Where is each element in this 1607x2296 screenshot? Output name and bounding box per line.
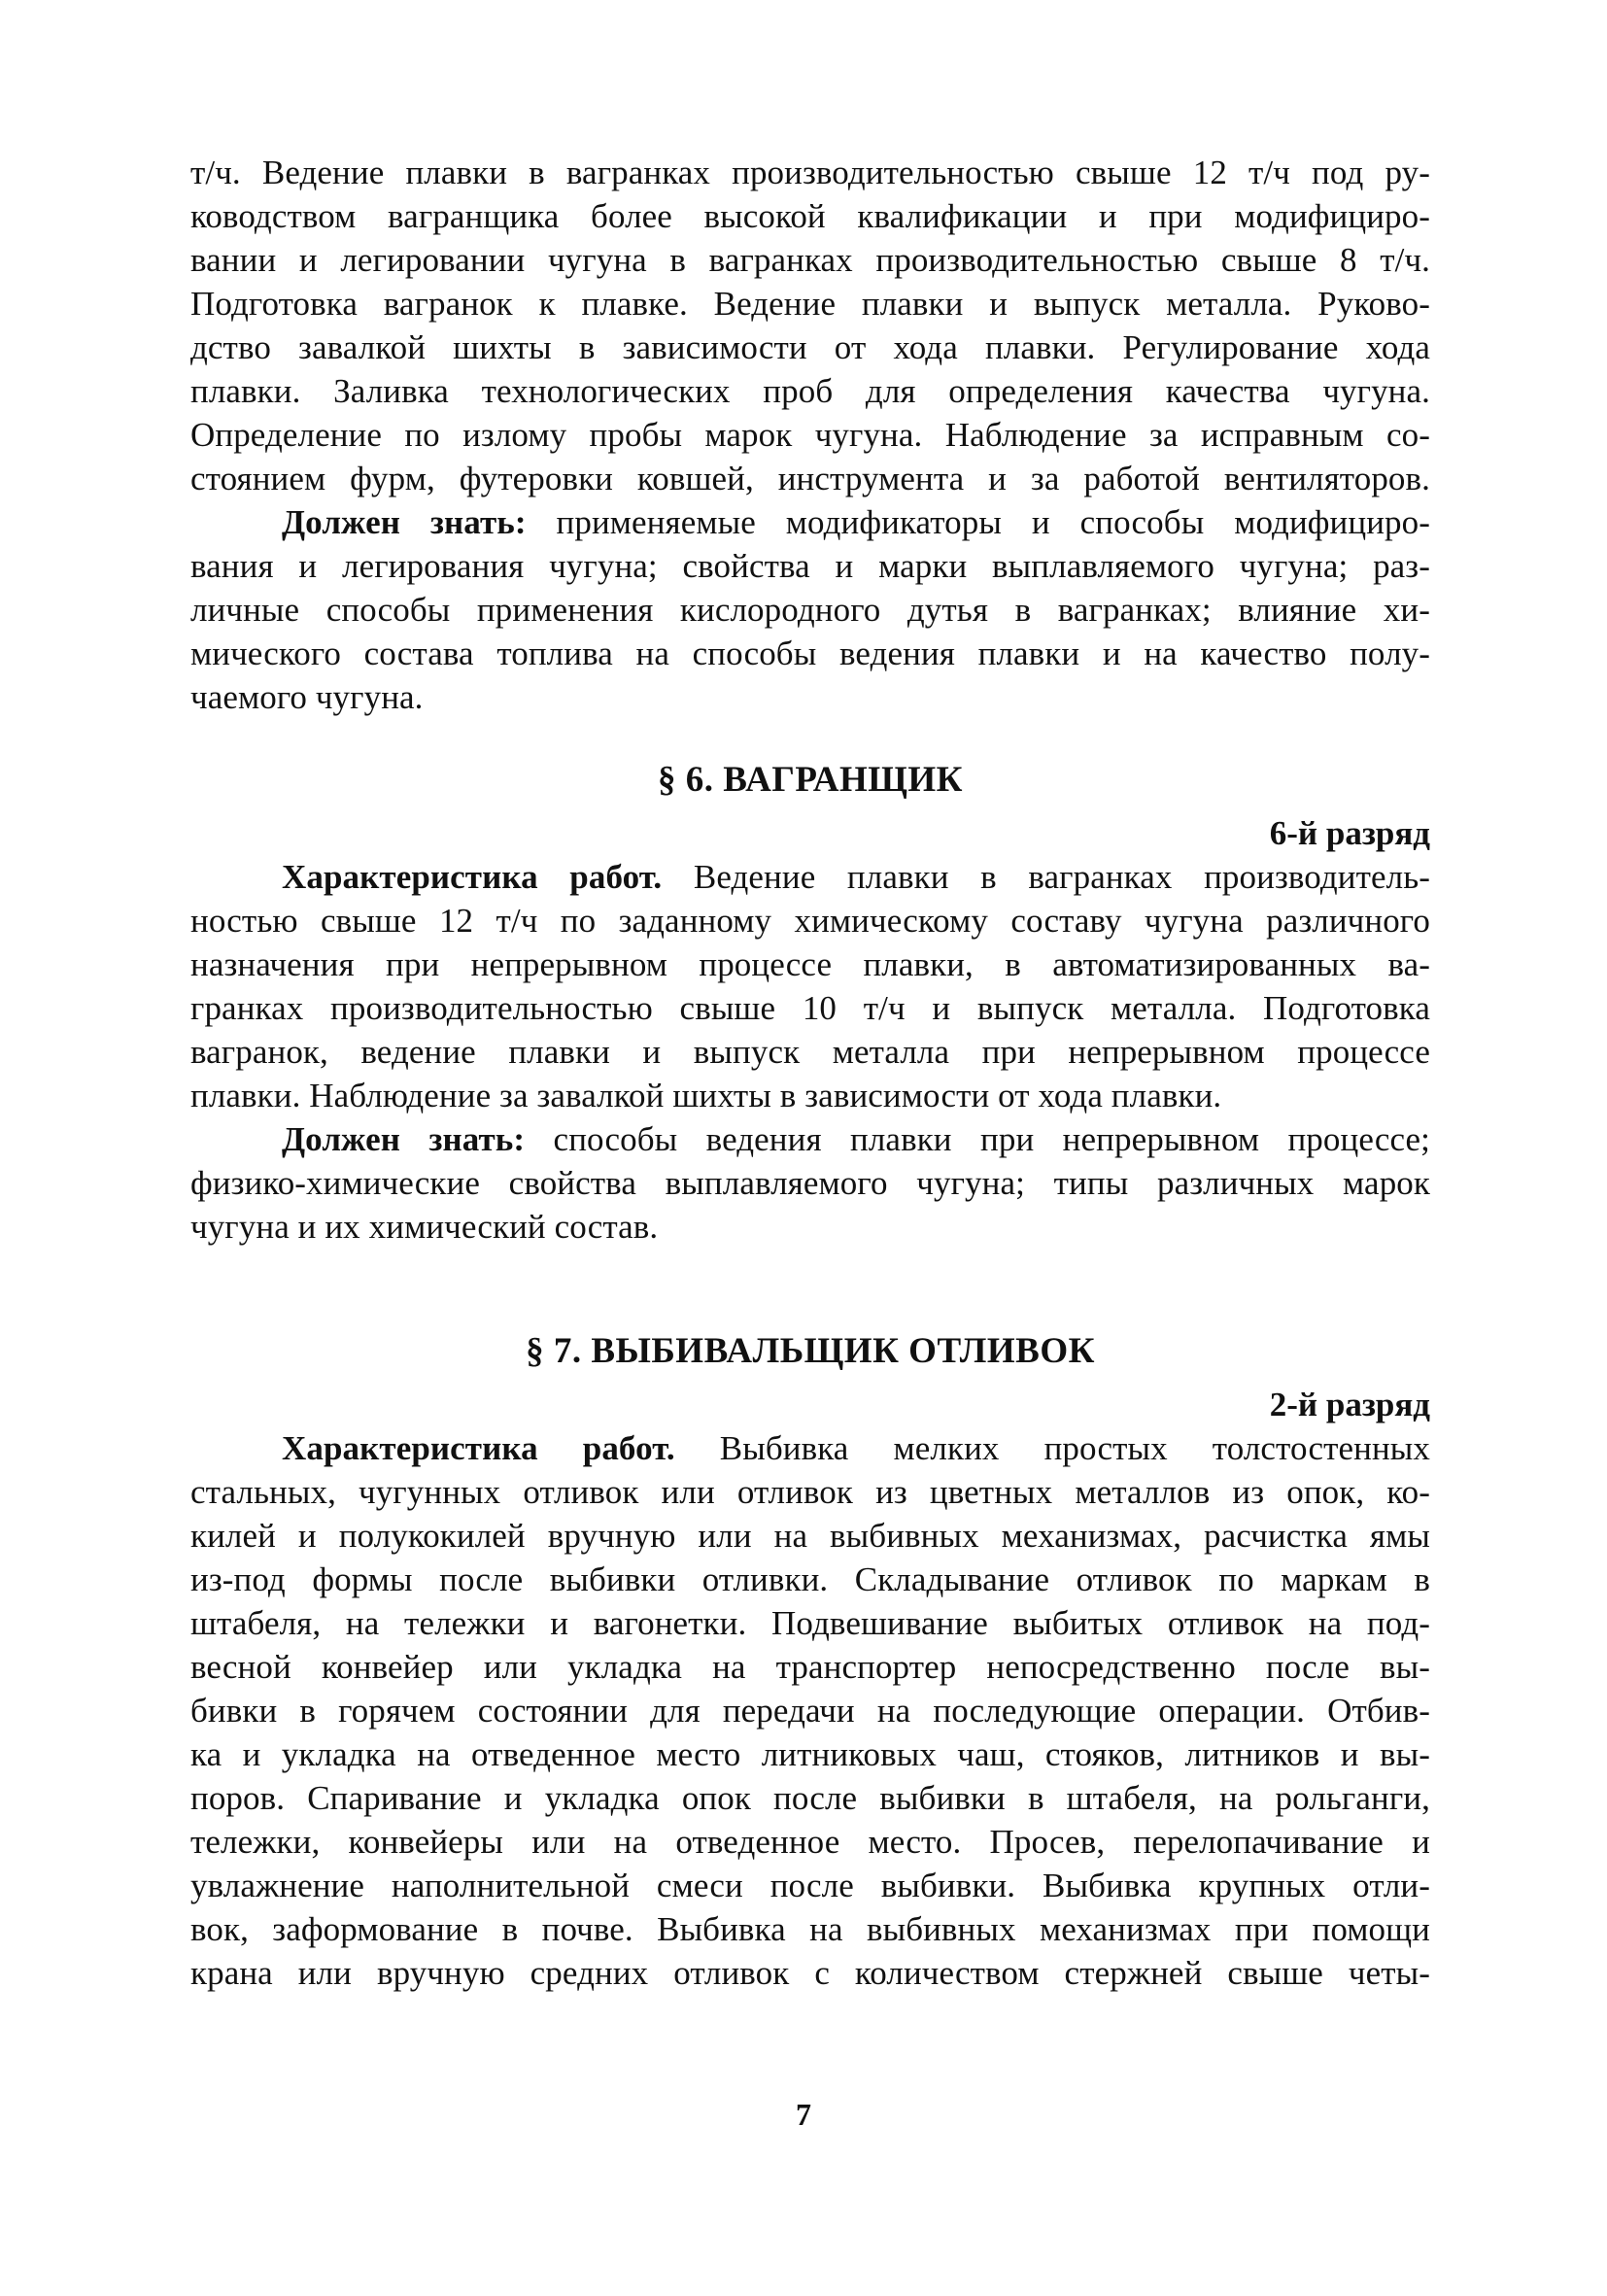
must-know-text: применяемые модификаторы и способы модифициро-	[526, 503, 1431, 541]
must-know-text: способы ведения плавки при непрерывном процессе;	[525, 1120, 1430, 1158]
must-know-line	[190, 1117, 1430, 1161]
text-line: вании и легировании чугуна в вагранках производительностью свыше 8 т/ч.	[190, 241, 1430, 279]
text-line: чугуна и их химический состав.	[190, 1208, 659, 1246]
must-know-label: Должен знать:	[282, 503, 527, 541]
characteristic-label: Характеристика работ.	[282, 1429, 675, 1467]
text-line: плавки. Наблюдение за завалкой шихты в зависимости от хода плавки.	[190, 1077, 1222, 1114]
text-line: стальных, чугунных отливок или отливок из цветных металлов из опок, ко-	[190, 1473, 1430, 1511]
text-line: физико-химические свойства выплавляемого чугуна; типы различных марок	[190, 1164, 1430, 1202]
text-line: ка и укладка на отведенное место литниковых чаш, стояков, литников и вы-	[190, 1735, 1430, 1773]
text-line: увлажнение наполнительной смеси после выбивки. Выбивка крупных отли-	[190, 1867, 1430, 1904]
section-6-grade: 6-й разряд	[1269, 814, 1430, 852]
text-line: назначения при непрерывном процессе плавки, в автоматизированных ва-	[190, 945, 1430, 983]
must-know-label: Должен знать:	[282, 1120, 526, 1158]
characteristic-line	[190, 855, 1430, 899]
text-line: крана или вручную средних отливок с количеством стержней свыше четы-	[190, 1954, 1430, 1992]
text-line: килей и полукокилей вручную или на выбивных механизмах, расчистка ямы	[190, 1517, 1430, 1555]
page-number: 7	[796, 2097, 811, 2132]
text-line: личные способы применения кислородного дутья в вагранках; влияние хи-	[190, 591, 1430, 629]
text-line: весной конвейер или укладка на транспортер непосредственно после вы-	[190, 1648, 1430, 1686]
section-7-title: § 7. ВЫБИВАЛЬЩИК ОТЛИВОК	[526, 1331, 1095, 1371]
text-line: Определение по излому пробы марок чугуна. Наблюдение за исправным со-	[190, 416, 1430, 454]
text-line: ководством вагранщика более высокой квалификации и при модифициро-	[190, 197, 1430, 235]
text-line: плавки. Заливка технологических проб для определения качества чугуна.	[190, 372, 1430, 410]
section-6-title: § 6. ВАГРАНЩИК	[658, 760, 963, 800]
text-line: Подготовка вагранок к плавке. Ведение плавки и выпуск металла. Руково-	[190, 285, 1430, 323]
characteristic-label: Характеристика работ.	[282, 858, 663, 896]
section-6-body	[190, 855, 1430, 1249]
text-line: ностью свыше 12 т/ч по заданному химическому составу чугуна различного	[190, 902, 1430, 940]
text-line: поров. Спаривание и укладка опок после выбивки в штабеля, на рольганги,	[190, 1779, 1430, 1817]
section-7-grade: 2-й разряд	[1269, 1386, 1430, 1423]
text-line: штабеля, на тележки и вагонетки. Подвешивание выбитых отливок на под-	[190, 1604, 1430, 1642]
text-line: гранках производительностью свыше 10 т/ч и выпуск металла. Подготовка	[190, 989, 1430, 1027]
characteristic-line	[190, 1426, 1430, 1470]
continuation-paragraph	[190, 151, 1430, 719]
text-line: бивки в горячем состоянии для передачи на последующие операции. Отбив-	[190, 1692, 1430, 1730]
text-line: мического состава топлива на способы ведения плавки и на качество полу-	[190, 634, 1430, 672]
text-line: дство завалкой шихты в зависимости от хода плавки. Регулирование хода	[190, 328, 1430, 366]
characteristic-text: Ведение плавки в вагранках производитель-	[662, 858, 1431, 896]
characteristic-text: Выбивка мелких простых толстостенных	[674, 1429, 1431, 1467]
text-line: чаемого чугуна.	[190, 678, 424, 716]
text-line: вагранок, ведение плавки и выпуск металла при непрерывном процессе	[190, 1033, 1430, 1071]
text-line: вания и легирования чугуна; свойства и марки выплавляемого чугуна; раз-	[190, 547, 1430, 585]
must-know-line	[190, 500, 1430, 544]
text-line: тележки, конвейеры или на отведенное место. Просев, перелопачивание и	[190, 1823, 1430, 1861]
text-line: стоянием фурм, футеровки ковшей, инструмента и за работой вентиляторов.	[190, 460, 1430, 497]
text-line: из-под формы после выбивки отливки. Складывание отливок по маркам в	[190, 1560, 1430, 1598]
text-line: т/ч. Ведение плавки в вагранках производительностью свыше 12 т/ч под ру-	[190, 154, 1430, 191]
section-7-body	[190, 1426, 1430, 1995]
text-line: вок, заформование в почве. Выбивка на выбивных механизмах при помощи	[190, 1910, 1430, 1948]
